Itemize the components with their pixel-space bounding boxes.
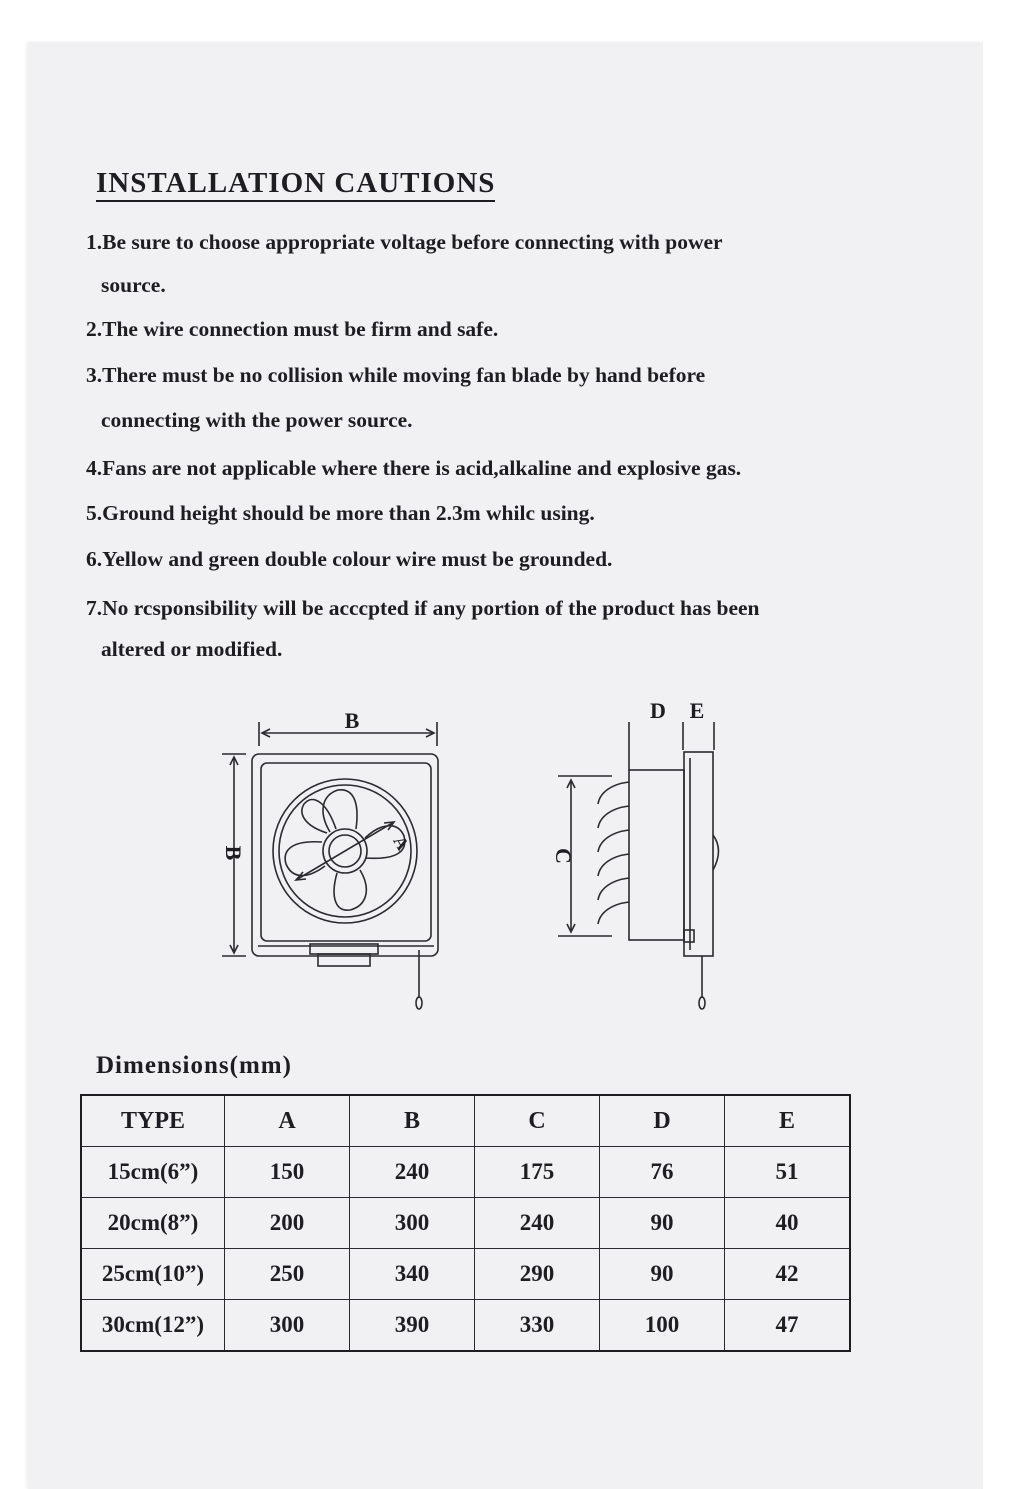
side-view-drawing (558, 722, 719, 1009)
table-row (81, 1147, 850, 1198)
cell-a: 250 (225, 1249, 350, 1300)
caution-7-line-1: 7.No rcsponsibility will be acccpted if any portion of the product has been (86, 596, 760, 620)
cell-c: 240 (475, 1198, 600, 1249)
header-e: E (725, 1095, 851, 1147)
cell-c: 290 (475, 1249, 600, 1300)
cell-e: 47 (725, 1300, 851, 1352)
header-d: D (600, 1095, 725, 1147)
caution-6: 6.Yellow and green double colour wire must be grounded. (86, 547, 613, 571)
cell-a: 150 (225, 1147, 350, 1198)
caution-5: 5.Ground height should be more than 2.3m whilc using. (86, 501, 595, 525)
caution-7-line-2: altered or modified. (101, 637, 283, 661)
cell-b: 240 (350, 1147, 475, 1198)
header-c: C (475, 1095, 600, 1147)
cell-a: 300 (225, 1300, 350, 1352)
cell-d: 90 (600, 1249, 725, 1300)
front-view-drawing (222, 722, 438, 1009)
label-e: E (689, 698, 705, 723)
label-a: A (389, 832, 414, 854)
cell-c: 175 (475, 1147, 600, 1198)
dimensions-table (80, 1094, 851, 1352)
cell-c: 330 (475, 1300, 600, 1352)
label-b-side: B (221, 845, 246, 861)
cell-e: 51 (725, 1147, 851, 1198)
table-row (81, 1300, 850, 1352)
caution-4: 4.Fans are not applicable where there is acid,alkaline and explosive gas. (86, 456, 742, 480)
label-d: D (650, 698, 666, 723)
cell-d: 90 (600, 1198, 725, 1249)
caution-1-line-2: source. (101, 273, 166, 297)
dimensions-title: Dimensions(mm) (96, 1052, 292, 1079)
cell-d: 76 (600, 1147, 725, 1198)
cell-type: 30cm(12”) (81, 1300, 225, 1352)
cell-e: 42 (725, 1249, 851, 1300)
label-b-top: B (344, 708, 360, 733)
caution-3-line-1: 3.There must be no collision while moving fan blade by hand before (86, 363, 706, 387)
table-row (81, 1198, 850, 1249)
cell-b: 390 (350, 1300, 475, 1352)
table-header-row (81, 1095, 850, 1147)
header-type: TYPE (81, 1095, 225, 1147)
cell-type: 15cm(6”) (81, 1147, 225, 1198)
caution-3-line-2: connecting with the power source. (101, 408, 413, 432)
cell-type: 20cm(8”) (81, 1198, 225, 1249)
header-a: A (225, 1095, 350, 1147)
cell-b: 340 (350, 1249, 475, 1300)
caution-2: 2.The wire connection must be firm and safe. (86, 317, 499, 341)
cell-d: 100 (600, 1300, 725, 1352)
caution-1-line-1: 1.Be sure to choose appropriate voltage before connecting with power (86, 230, 723, 254)
page-title: INSTALLATION CAUTIONS (96, 166, 495, 202)
table-row (81, 1249, 850, 1300)
cell-a: 200 (225, 1198, 350, 1249)
cell-e: 40 (725, 1198, 851, 1249)
cell-type: 25cm(10”) (81, 1249, 225, 1300)
label-c: C (551, 848, 576, 864)
cell-b: 300 (350, 1198, 475, 1249)
header-b: B (350, 1095, 475, 1147)
